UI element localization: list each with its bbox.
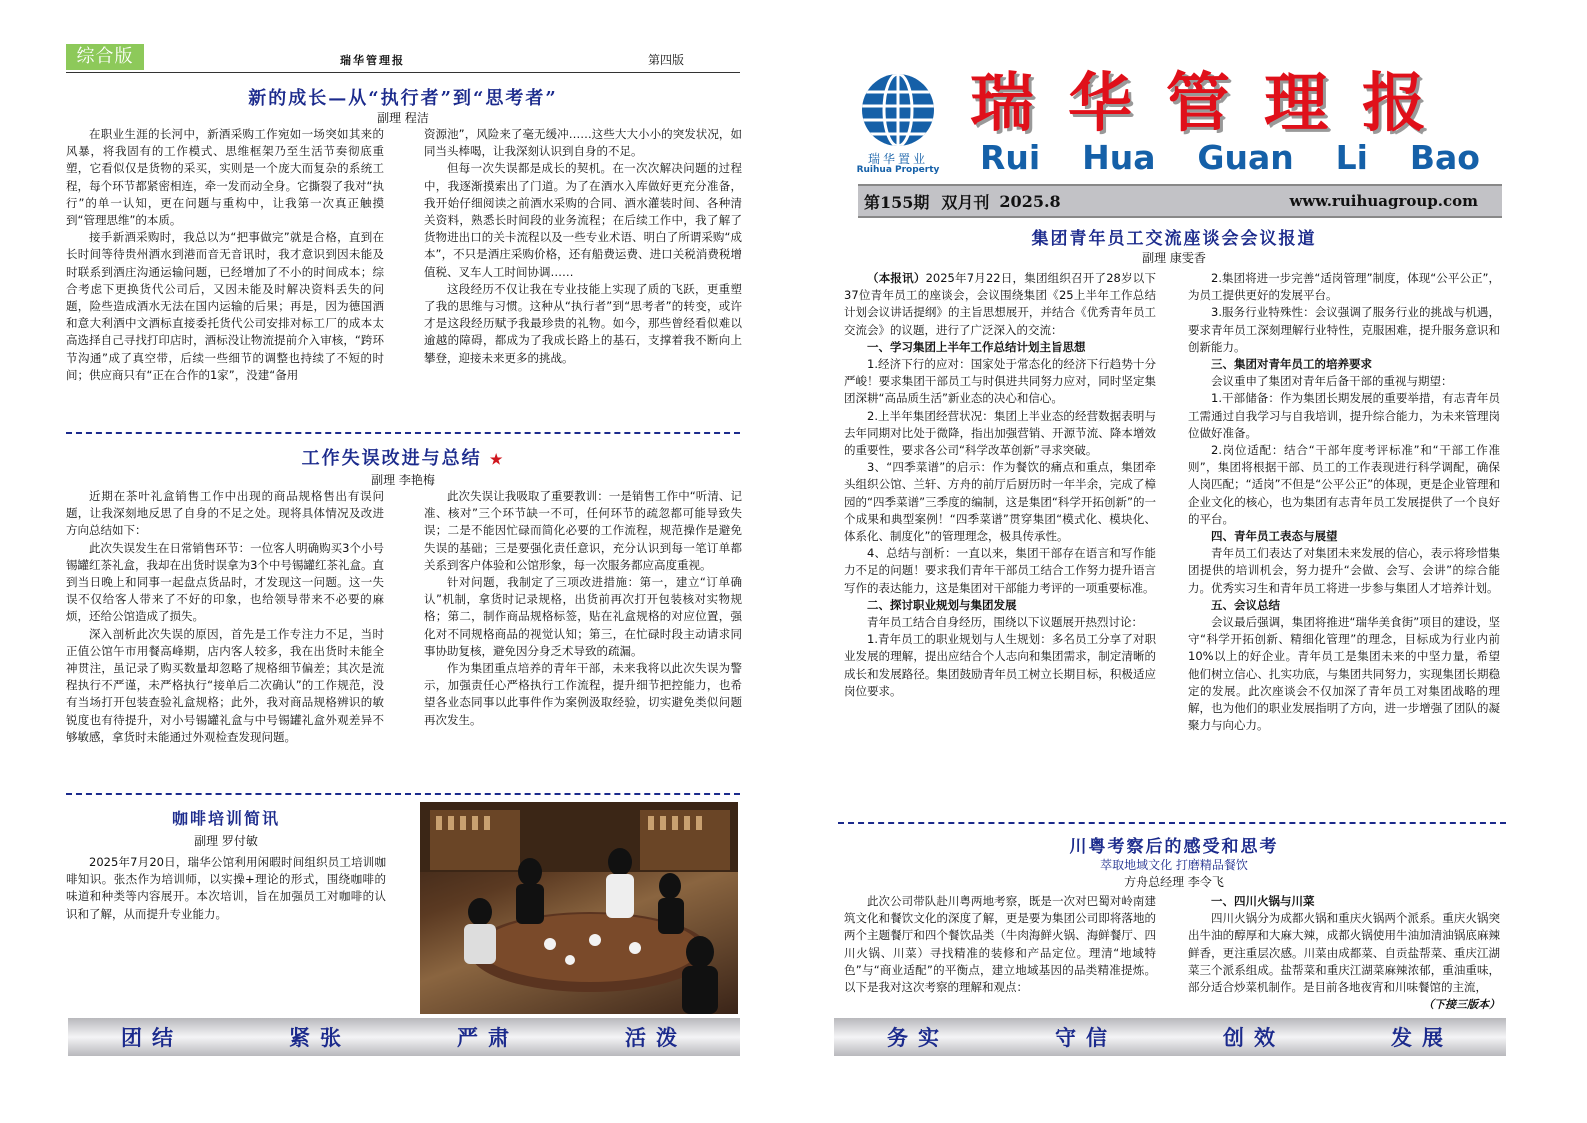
header-rule [66, 72, 740, 73]
article-column [424, 488, 742, 729]
article-title: 集团青年员工交流座谈会会议报道 [1031, 229, 1317, 249]
star-icon: ★ [489, 452, 505, 468]
article-author: 副理 康雯香 [1142, 251, 1206, 265]
section-divider [66, 432, 740, 434]
article-column [66, 126, 384, 384]
slogan: 团结 [121, 1025, 183, 1050]
slogan: 创效 [1223, 1025, 1285, 1050]
subheading: 一、四川火锅与川菜 [1211, 894, 1315, 908]
slogan-bar [834, 1018, 1506, 1056]
paragraph: 3、“四季菜谱”的启示：作为餐饮的痛点和重点，集团牵头组织公馆、兰轩、方舟的前厅后厨历时一年半余，完成了樟园的“四季菜谱”三季度的编制，这是集团“科学开拓创新”的一个成果和典型案例！“四季菜谱”贯穿集团“模式化、模块化、体系化、制度化”的管理理念，极具传承性。 [844, 460, 1156, 544]
article-column [1188, 893, 1500, 1013]
coffee-training-photo [420, 802, 738, 1014]
paragraph: 会议重申了集团对青年后备干部的重视与期望： [1211, 374, 1453, 389]
header-paper-name: 瑞华管理报 [340, 54, 405, 67]
article-author: 副理 罗付敏 [194, 834, 258, 848]
masthead-en-word: Hua [1082, 138, 1156, 177]
slogan: 发展 [1391, 1025, 1453, 1050]
header-page-number: 第四版 [648, 53, 685, 67]
paragraph: 接手新酒采购时，我总以为“把事做完”就是合格，直到在长时间等待贵州酒水到港而音无音讯时，我才意识到因未能及时联系到酒庄沟通运输问题，已经增加了不小的时间成本；综合考虑下更换货代公司后，又因未能及时解决资料丢失的问题，险些造成酒水无法在国内运输的后果；再是，因为德国酒和意大利酒中文酒标直接委托货代公司安排对标工厂的成本太高选择自己寻找打印店时，酒标没让物流提前介入审核，“跨环节沟通”成了真空带，后续一些细节的调整也持续了不短的时间；供应商只有“正在合作的1家”，没建“备用 [66, 230, 384, 382]
subheading: 三、集团对青年员工的培养要求 [1211, 357, 1372, 372]
article-title: 川粤考察后的感受和思考 [1069, 837, 1279, 857]
masthead-en-word: Guan [1197, 138, 1294, 177]
article-column [66, 488, 384, 746]
masthead-cn: 瑞华管理报 [970, 66, 1460, 141]
slogan: 活泼 [625, 1025, 687, 1050]
paragraph: 此次公司带队赴川粤两地考察，既是一次对巴蜀对岭南建筑文化和餐饮文化的深度了解，更是要为集团公司即将落地的两个主题餐厅和四个餐饮品类（牛肉海鲜火锅、海鲜餐厅、四川火锅、川菜）寻找精准的装修和产品定位。理清“地域特色”与“商业适配”的平衡点，建立地域基因的品类精准提炼。以下是我对这次考察的理解和观点： [844, 894, 1156, 995]
article-title: 新的成长—从“执行者”到“思考者” [248, 88, 558, 109]
subheading: 五、会议总结 [1211, 597, 1280, 612]
masthead-en-word: Rui [980, 138, 1041, 177]
paragraph: 2.岗位适配：结合“干部年度考评标准”和“干部工作准则”，集团将根据干部、员工的工作表现进行科学调配，确保人岗匹配；“适岗”不但是“公平公正”的体现，更是企业管理和企业文化的核心，也为集团有志青年员工发展提供了一个良好的平台。 [1188, 443, 1500, 526]
slogan: 务实 [887, 1025, 949, 1050]
paragraph: 资源池”，风险来了毫无缓冲……这些大大小小的突发状况，如同当头棒喝，让我深刻认识到自身的不足。 [424, 127, 742, 159]
paragraph: 这段经历不仅让我在专业技能上实现了质的飞跃，更重塑了我的思维与习惯。这种从“执行者”到“思考者”的转变，或许才是这段经历赋予我最珍贵的礼物。如今，那些曾经看似难以逾越的障碍，都成为了我成长路上的基石，支撑着我不断向上攀登，迎接未来更多的挑战。 [424, 281, 742, 365]
paragraph: 1.经济下行的应对：国家处于常态化的经济下行趋势十分严峻！要求集团干部员工与时俱进共同努力应对，同时坚定集团深耕“高品质生活”新业态的决心和信心。 [844, 357, 1156, 406]
article-title [66, 444, 740, 470]
photo-illustration [420, 802, 738, 1014]
lead-tag: （本报讯） [867, 271, 926, 285]
paragraph: 3.服务行业特殊性：会议强调了服务行业的挑战与机遇，要求青年员工深刻理解行业特性，克服困难，提升服务意识和创新能力。 [1188, 305, 1500, 354]
paragraph: 深入剖析此次失误的原因，首先是工作专注力不足，当时正值公馆午市用餐高峰期，店内客人较多，我在出货时未能全神贯注，虽记录了购买数量却忽略了规格细节偏差；其次是流程执行不严谨，未严格执行“接单后二次确认”的工作规范，没有当场打开包装查验礼盒规格；此外，我对商品规格辨识的敏锐度也有待提升，对小号锡罐礼盒与中号锡罐礼盒外观差异不够敏感，拿货时未能通过外观检查发现问题。 [66, 626, 384, 744]
paragraph: 2025年7月20日，瑞华公馆利用闲暇时间组织员工培训咖啡知识。张杰作为培训师，以实操+理论的形式，围绕咖啡的味道和种类等内容展开。本次培训，旨在加强员工对咖啡的认识和了解，从而提升专业能力。 [66, 855, 386, 921]
paragraph: 会议最后强调，集团将推进“瑞华美食街”项目的建设，坚守“科学开拓创新、精细化管理”的理念，目标成为行业内前10%以上的好企业。青年员工是集团未来的中坚力量，希望他们树立信心、扎实功底，与集团共同努力，实现集团长期稳定的发展。此次座谈会不仅加深了青年员工对集团战略的理解，也为他们的职业发展指明了方向，进一步增强了团队的凝聚力与向心力。 [1188, 615, 1500, 733]
paragraph: 四川火锅分为成都火锅和重庆火锅两个派系。重庆火锅突出牛油的醇厚和大麻大辣，成都火锅使用牛油加清油锅底麻辣鲜香，更注重层次感。川菜由成都菜、自贡盐帮菜、重庆江湖菜三个派系组成。盐帮菜和重庆江湖菜麻辣浓郁，重油重味，部分适合炒菜机制作。是目前各地夜宵和川味餐馆的主流， [1188, 911, 1500, 995]
slogan: 紧张 [289, 1025, 351, 1050]
article-title: 咖啡培训简讯 [171, 809, 280, 828]
article-column [1188, 270, 1500, 734]
section-divider [66, 793, 740, 795]
issue-bar [858, 184, 1502, 218]
website: www.ruihuagroup.com [1289, 192, 1478, 210]
section-divider [838, 822, 1506, 824]
logo-text-cn: 瑞华置业 [867, 152, 928, 166]
issue-number: 第155期 [864, 192, 930, 212]
subheading: 一、学习集团上半年工作总结计划主旨思想 [867, 339, 1086, 354]
paragraph: 青年员工结合自身经历，围绕以下议题展开热烈讨论： [867, 615, 1143, 630]
article-column [844, 893, 1156, 996]
section-tag: 综合版 [66, 44, 144, 70]
paragraph: 2.上半年集团经营状况：集团上半业态的经营数据表明与去年同期对比处于微降，指出加强营销、开源节流、降本增效的重要性，要求各公司“科学改革创新”寻求突破。 [844, 408, 1156, 458]
subheading: 二、探讨职业规划与集团发展 [867, 597, 1017, 612]
paragraph: 1.干部储备：作为集团长期发展的重要举措，有志青年员工需通过自我学习与自我培训，提升综合能力，为未来管理岗位做好准备。 [1188, 391, 1500, 440]
article-author: 方舟总经理 李令飞 [1124, 875, 1224, 889]
article-column [66, 854, 386, 923]
article-column [844, 270, 1156, 700]
subheading: 四、青年员工表态与展望 [1211, 529, 1338, 544]
masthead-en-word: Li [1335, 138, 1368, 177]
paragraph: 此次失误让我吸取了重要教训：一是销售工作中“听清、记准、核对”三个环节缺一不可，任何环节的疏忽都可能导致失误；二是不能因忙碌而简化必要的工作流程，规范操作是避免失误的基础；三是要强化责任意识，充分认识到每一笔订单都关系到客户体验和公馆形象，每一次服务都应高度重视。 [424, 489, 742, 572]
globe-logo-icon [858, 70, 938, 150]
paragraph: 作为集团重点培养的青年干部，未来我将以此次失误为警示，加强责任心严格执行工作流程，提升细节把控能力，也希望各业态同事以此事件作为案例汲取经验，切实避免类似问题再次发生。 [424, 661, 742, 727]
paragraph: 但每一次失误都是成长的契机。在一次次解决问题的过程中，我逐渐摸索出了门道。为了在酒水入库做好更充分准备，我开始仔细阅读之前酒水采购的合同、酒水灌装时间、各种清关资料，熟悉长时间段的业务流程；在后续工作中，我了解了货物进出口的关卡流程以及一些专业术语、明白了所谓采购“成本”，不只是酒庄采购价格，还有船费运费、进口关税消费税增值税、叉车人工时间协调…… [424, 161, 742, 279]
logo-text-en: Ruihua Property [856, 165, 940, 175]
lead-text: 2025年7月22日，集团组织召开了28岁以下37位青年员工的座谈会，会议围绕集团《25上半年工作总结计划会议讲话提纲》的主旨思想展开，并结合《优秀青年员工交流会》的议题，进行了广泛深入的交流： [844, 271, 1156, 337]
slogan-bar [68, 1018, 740, 1056]
paragraph: 1.青年员工的职业规划与人生规划：多名员工分享了对职业发展的理解，提出应结合个人志向和集团需求，制定清晰的成长和发展路径。集团鼓励青年员工树立长期目标，积极适应岗位要求。 [844, 632, 1156, 698]
masthead-en [980, 138, 1480, 177]
paragraph: 青年员工们表达了对集团未来发展的信心，表示将珍惜集团提供的培训机会，努力提升“会做、会写、会讲”的综合能力。优秀实习生和青年员工将进一步参与集团人才培养计划。 [1188, 546, 1500, 595]
article-author: 副理 程洁 [377, 111, 429, 125]
article-subtitle: 萃取地域文化 打磨精品餐饮 [1100, 858, 1248, 872]
issue-frequency: 双月刊 [941, 192, 990, 212]
article-title-text: 工作失误改进与总结 [301, 448, 482, 469]
continued-note: （下接三版本） [1423, 998, 1500, 1012]
paragraph: 此次失误发生在日常销售环节：一位客人明确购买3个小号锡罐红茶礼盒，我却在出货时误拿为3个中号锡罐红茶礼盒。直到当日晚上和同事一起盘点货品时，才发现这一问题。这一失误不仅给客人带来了不好的印象，也给领导带来不必要的麻烦，还给公馆造成了损失。 [66, 540, 384, 624]
paragraph [844, 270, 1156, 339]
slogan: 严肃 [457, 1025, 519, 1050]
paragraph: 在职业生涯的长河中，新酒采购工作宛如一场突如其来的风暴，将我固有的工作模式、思维框架乃至生活节奏彻底重塑，它看似仅是货物的采买，实则是一个庞大而复杂的系统工程，每个环节都紧密相连，牵一发而动全身。它撕裂了我对“执行”的单一认知，更在问题与重构中，让我第一次真正触摸到“管理思维”的本质。 [66, 127, 384, 228]
paragraph: 2.集团将进一步完善“适岗管理”制度，体现“公平公正”，为员工提供更好的发展平台。 [1188, 271, 1500, 303]
article-author: 副理 李艳梅 [371, 473, 435, 487]
article-column [424, 126, 742, 367]
issue-date: 2025.8 [999, 191, 1061, 211]
masthead-en-word: Bao [1409, 138, 1480, 177]
paragraph: 近期在茶叶礼盒销售工作中出现的商品规格售出有误问题，让我深刻地反思了自身的不足之处。现将具体情况及改进方向总结如下： [66, 489, 384, 538]
paragraph: 针对问题，我制定了三项改进措施：第一，建立“订单确认”机制，拿货时记录规格，出货前再次打开包装核对实物规格；第二，制作商品规格标签，贴在礼盒规格的对应位置，强化对不同规格商品的视觉认知；第三，在忙碌时段主动请求同事协助复核，避免因分身乏术导致的疏漏。 [424, 575, 742, 658]
slogan: 守信 [1055, 1025, 1117, 1050]
paragraph: 4、总结与剖析：一直以来，集团干部存在语言和写作能力不足的问题！要求我们青年干部员工结合工作努力提升语言写作的表达能力，这是集团对干部能力考评的一项重要标准。 [844, 546, 1156, 595]
